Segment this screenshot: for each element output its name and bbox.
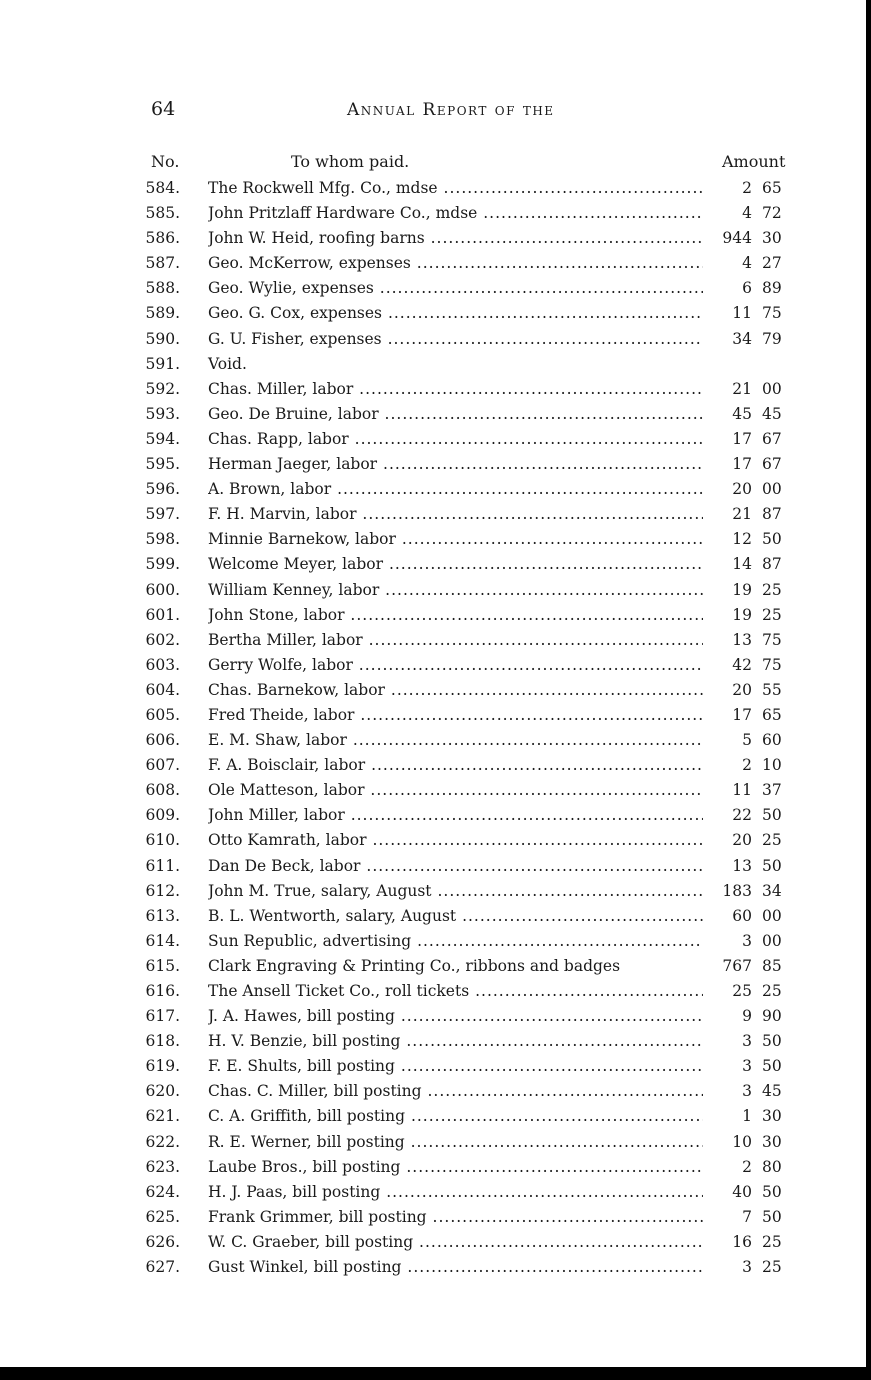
voucher-number: 586. xyxy=(145,229,180,248)
table-row xyxy=(140,1054,800,1079)
table-row xyxy=(140,377,800,402)
amount-dollars: 13 xyxy=(732,630,752,649)
amount-dollars: 11 xyxy=(732,781,752,800)
table-row xyxy=(140,703,800,728)
amount-cents: 25 xyxy=(762,1232,782,1251)
amount-dollars: 17 xyxy=(732,429,752,448)
voucher-number: 603. xyxy=(145,655,180,674)
payee: B. L. Wentworth, salary, August ..... xyxy=(208,904,703,929)
amount-cents: 45 xyxy=(762,1082,782,1101)
payee: The Rockwell Mfg. Co., mdse ..... xyxy=(208,176,703,201)
amount-dollars: 3 xyxy=(742,931,752,950)
amount-cents: 45 xyxy=(762,404,782,423)
amount-dollars: 4 xyxy=(742,204,752,223)
table-row xyxy=(140,904,800,929)
table-row xyxy=(140,803,800,828)
voucher-number: 624. xyxy=(145,1182,180,1201)
payee: Geo. McKerrow, expenses ..... xyxy=(208,251,703,276)
amount-cents: 75 xyxy=(762,304,782,323)
payee: H. V. Benzie, bill posting ..... xyxy=(208,1029,703,1054)
payee: Geo. G. Cox, expenses ..... xyxy=(208,301,703,326)
table-row xyxy=(140,352,800,377)
voucher-number: 588. xyxy=(145,279,180,298)
voucher-number: 613. xyxy=(145,906,180,925)
payee: Chas. Barnekow, labor ..... xyxy=(208,678,703,703)
voucher-number: 601. xyxy=(145,605,180,624)
amount-cents: 25 xyxy=(762,605,782,624)
amount-cents: 50 xyxy=(762,806,782,825)
amount-dollars: 19 xyxy=(732,580,752,599)
amount-cents: 50 xyxy=(762,530,782,549)
payee: The Ansell Ticket Co., roll tickets ..... xyxy=(208,979,703,1004)
amount-cents: 80 xyxy=(762,1157,782,1176)
voucher-number: 627. xyxy=(145,1258,180,1277)
voucher-number: 592. xyxy=(145,379,180,398)
scan-border-right xyxy=(866,0,871,1380)
voucher-number: 611. xyxy=(145,856,180,875)
voucher-number: 616. xyxy=(145,982,180,1000)
voucher-number: 589. xyxy=(145,304,180,323)
table-row xyxy=(140,854,800,879)
amount-dollars: 20 xyxy=(732,480,752,499)
amount-cents: 27 xyxy=(762,254,782,273)
amount-cents: 72 xyxy=(762,204,782,223)
amount-dollars: 19 xyxy=(732,605,752,624)
voucher-number: 600. xyxy=(145,580,180,599)
table-row xyxy=(140,603,800,628)
payee: Chas. Miller, labor ..... xyxy=(208,377,703,402)
amount-cents: 75 xyxy=(762,655,782,674)
amount-cents: 30 xyxy=(762,229,782,248)
amount-dollars: 2 xyxy=(742,179,752,197)
table-row xyxy=(140,753,800,778)
amount-dollars: 42 xyxy=(732,655,752,674)
table-row xyxy=(140,276,800,301)
amount-cents: 50 xyxy=(762,1057,782,1076)
table-row xyxy=(140,1130,800,1155)
table-row xyxy=(140,628,800,653)
payee: Sun Republic, advertising ..... xyxy=(208,929,703,954)
amount-cents: 50 xyxy=(762,1182,782,1201)
payee: John Stone, labor ..... xyxy=(208,603,703,628)
amount-dollars: 3 xyxy=(742,1082,752,1101)
amount-dollars: 10 xyxy=(732,1132,752,1151)
amount-cents: 79 xyxy=(762,329,782,348)
payee: Chas. C. Miller, bill posting ..... xyxy=(208,1079,703,1104)
table-row xyxy=(140,1104,800,1129)
amount-dollars: 20 xyxy=(732,680,752,699)
amount-cents: 25 xyxy=(762,982,782,1000)
payee: H. J. Paas, bill posting ..... xyxy=(208,1180,703,1205)
amount-cents: 75 xyxy=(762,630,782,649)
voucher-number: 598. xyxy=(145,530,180,549)
column-header-no: No. xyxy=(151,152,180,171)
voucher-number: 612. xyxy=(145,881,180,900)
amount-dollars: 5 xyxy=(742,731,752,750)
table-row xyxy=(140,728,800,753)
payee: G. U. Fisher, expenses ..... xyxy=(208,327,703,352)
amount-dollars: 11 xyxy=(732,304,752,323)
amount-dollars: 183 xyxy=(722,881,752,900)
voucher-number: 597. xyxy=(145,505,180,524)
voucher-number: 584. xyxy=(145,179,180,197)
amount-dollars: 6 xyxy=(742,279,752,298)
scan-border-bottom xyxy=(0,1367,871,1380)
voucher-number: 623. xyxy=(145,1157,180,1176)
voucher-number: 605. xyxy=(145,705,180,724)
amount-cents: 50 xyxy=(762,1207,782,1226)
amount-cents: 90 xyxy=(762,1007,782,1026)
payee: Ole Matteson, labor ..... xyxy=(208,778,703,803)
table-row xyxy=(140,1180,800,1205)
payee: Bertha Miller, labor ..... xyxy=(208,628,703,653)
amount-cents: 25 xyxy=(762,831,782,850)
voucher-number: 604. xyxy=(145,680,180,699)
amount-cents: 34 xyxy=(762,881,782,900)
payee: John W. Heid, roofing barns ..... xyxy=(208,226,703,251)
amount-dollars: 40 xyxy=(732,1182,752,1201)
table-row xyxy=(140,1004,800,1029)
voucher-number: 609. xyxy=(145,806,180,825)
amount-cents: 65 xyxy=(762,179,782,197)
table-row xyxy=(140,1029,800,1054)
payee: E. M. Shaw, labor ..... xyxy=(208,728,703,753)
table-row xyxy=(140,201,800,226)
payee: Gust Winkel, bill posting ..... xyxy=(208,1255,703,1280)
running-head: Annual Report of the xyxy=(347,100,555,120)
voucher-number: 590. xyxy=(145,329,180,348)
amount-cents: 87 xyxy=(762,505,782,524)
table-row xyxy=(140,1205,800,1230)
table-row xyxy=(140,427,800,452)
table-row xyxy=(140,552,800,577)
table-row xyxy=(140,979,800,1004)
amount-dollars: 25 xyxy=(732,982,752,1000)
amount-dollars: 34 xyxy=(732,329,752,348)
table-row xyxy=(140,653,800,678)
amount-cents: 37 xyxy=(762,781,782,800)
voucher-number: 619. xyxy=(145,1057,180,1076)
table-row xyxy=(140,176,800,201)
payee: Minnie Barnekow, labor ..... xyxy=(208,527,703,552)
amount-dollars: 60 xyxy=(732,906,752,925)
payee: W. C. Graeber, bill posting ..... xyxy=(208,1230,703,1255)
amount-cents: 10 xyxy=(762,756,782,775)
voucher-number: 596. xyxy=(145,480,180,499)
amount-cents: 00 xyxy=(762,379,782,398)
payee: John Pritzlaff Hardware Co., mdse ..... xyxy=(208,201,703,226)
table-row xyxy=(140,929,800,954)
amount-dollars: 14 xyxy=(732,555,752,574)
amount-cents: 85 xyxy=(762,956,782,975)
amount-dollars: 45 xyxy=(732,404,752,423)
table-row xyxy=(140,527,800,552)
payee: Frank Grimmer, bill posting ..... xyxy=(208,1205,703,1230)
payee: Welcome Meyer, labor ..... xyxy=(208,552,703,577)
payee: Clark Engraving & Printing Co., ribbons and badges xyxy=(208,956,621,975)
amount-dollars: 944 xyxy=(722,229,752,248)
payee: Otto Kamrath, labor ..... xyxy=(208,828,703,853)
table-row xyxy=(140,226,800,251)
payee: F. H. Marvin, labor ..... xyxy=(208,502,703,527)
amount-dollars: 4 xyxy=(742,254,752,273)
amount-cents: 67 xyxy=(762,429,782,448)
voucher-number: 614. xyxy=(145,931,180,950)
payee: C. A. Griffith, bill posting ..... xyxy=(208,1104,703,1129)
table-row xyxy=(140,1230,800,1255)
voucher-number: 620. xyxy=(145,1082,180,1101)
payee: Laube Bros., bill posting ..... xyxy=(208,1155,703,1180)
amount-dollars: 20 xyxy=(732,831,752,850)
amount-cents: 30 xyxy=(762,1132,782,1151)
amount-cents: 00 xyxy=(762,480,782,499)
column-header-amount: Amount xyxy=(722,152,786,171)
amount-dollars: 17 xyxy=(732,705,752,724)
amount-cents: 25 xyxy=(762,1258,782,1277)
payee: Herman Jaeger, labor ..... xyxy=(208,452,703,477)
voucher-number: 622. xyxy=(145,1132,180,1151)
voucher-number: 625. xyxy=(145,1207,180,1226)
table-row xyxy=(140,1255,800,1280)
amount-cents: 00 xyxy=(762,906,782,925)
amount-dollars: 21 xyxy=(732,505,752,524)
amount-cents: 55 xyxy=(762,680,782,699)
table-row xyxy=(140,327,800,352)
amount-cents: 65 xyxy=(762,705,782,724)
amount-cents: 00 xyxy=(762,931,782,950)
table-row xyxy=(140,954,800,979)
amount-cents: 60 xyxy=(762,731,782,750)
voucher-number: 602. xyxy=(145,630,180,649)
table-row xyxy=(140,402,800,427)
payee: Gerry Wolfe, labor ..... xyxy=(208,653,703,678)
table-row xyxy=(140,301,800,326)
voucher-number: 610. xyxy=(145,831,180,850)
table-row xyxy=(140,477,800,502)
column-header-to-whom-paid: To whom paid. xyxy=(291,152,410,171)
voucher-number: 626. xyxy=(145,1232,180,1251)
table-row xyxy=(140,879,800,904)
payee: William Kenney, labor ..... xyxy=(208,578,703,603)
amount-dollars: 13 xyxy=(732,856,752,875)
table-row xyxy=(140,828,800,853)
table-row xyxy=(140,778,800,803)
payee: J. A. Hawes, bill posting ..... xyxy=(208,1004,703,1029)
amount-dollars: 21 xyxy=(732,379,752,398)
amount-dollars: 22 xyxy=(732,806,752,825)
page-number: 64 xyxy=(151,98,176,120)
table-row xyxy=(140,578,800,603)
voucher-number: 621. xyxy=(145,1107,180,1126)
amount-cents: 67 xyxy=(762,455,782,474)
amount-cents: 50 xyxy=(762,1032,782,1051)
amount-dollars: 17 xyxy=(732,455,752,474)
amount-dollars: 3 xyxy=(742,1057,752,1076)
voucher-number: 594. xyxy=(145,429,180,448)
payee: John Miller, labor ..... xyxy=(208,803,703,828)
amount-dollars: 7 xyxy=(742,1207,752,1226)
amount-cents: 30 xyxy=(762,1107,782,1126)
amount-dollars: 9 xyxy=(742,1007,752,1026)
payee: Chas. Rapp, labor ..... xyxy=(208,427,703,452)
voucher-number: 595. xyxy=(145,455,180,474)
table-row xyxy=(140,251,800,276)
amount-dollars: 3 xyxy=(742,1032,752,1051)
voucher-number: 618. xyxy=(145,1032,180,1051)
table-row xyxy=(140,502,800,527)
amount-cents: 25 xyxy=(762,580,782,599)
payee: Geo. Wylie, expenses ..... xyxy=(208,276,703,301)
payee: Void. xyxy=(208,354,247,373)
payee: F. E. Shults, bill posting ..... xyxy=(208,1054,703,1079)
table-row xyxy=(140,678,800,703)
amount-dollars: 16 xyxy=(732,1232,752,1251)
voucher-number: 591. xyxy=(145,354,180,373)
payee: Geo. De Bruine, labor ..... xyxy=(208,402,703,427)
voucher-number: 615. xyxy=(145,956,180,975)
amount-dollars: 12 xyxy=(732,530,752,549)
amount-cents: 87 xyxy=(762,555,782,574)
payee: R. E. Werner, bill posting ..... xyxy=(208,1130,703,1155)
voucher-number: 585. xyxy=(145,204,180,223)
payee: F. A. Boisclair, labor ..... xyxy=(208,753,703,778)
payee: Dan De Beck, labor ..... xyxy=(208,854,703,879)
table-row xyxy=(140,1079,800,1104)
amount-dollars: 3 xyxy=(742,1258,752,1277)
table-row xyxy=(140,1155,800,1180)
amount-dollars: 2 xyxy=(742,756,752,775)
payee: A. Brown, labor ..... xyxy=(208,477,703,502)
voucher-number: 587. xyxy=(145,254,180,273)
amount-cents: 89 xyxy=(762,279,782,298)
voucher-number: 607. xyxy=(145,756,180,775)
payee: Fred Theide, labor ..... xyxy=(208,703,703,728)
payee: John M. True, salary, August ..... xyxy=(208,879,703,904)
voucher-number: 606. xyxy=(145,731,180,750)
amount-dollars: 767 xyxy=(722,956,752,975)
voucher-number: 617. xyxy=(145,1007,180,1026)
voucher-number: 599. xyxy=(145,555,180,574)
voucher-number: 593. xyxy=(145,404,180,423)
amount-cents: 50 xyxy=(762,856,782,875)
voucher-number: 608. xyxy=(145,781,180,800)
payments-table xyxy=(140,176,800,1280)
amount-dollars: 2 xyxy=(742,1157,752,1176)
amount-dollars: 1 xyxy=(742,1107,752,1126)
table-row xyxy=(140,452,800,477)
